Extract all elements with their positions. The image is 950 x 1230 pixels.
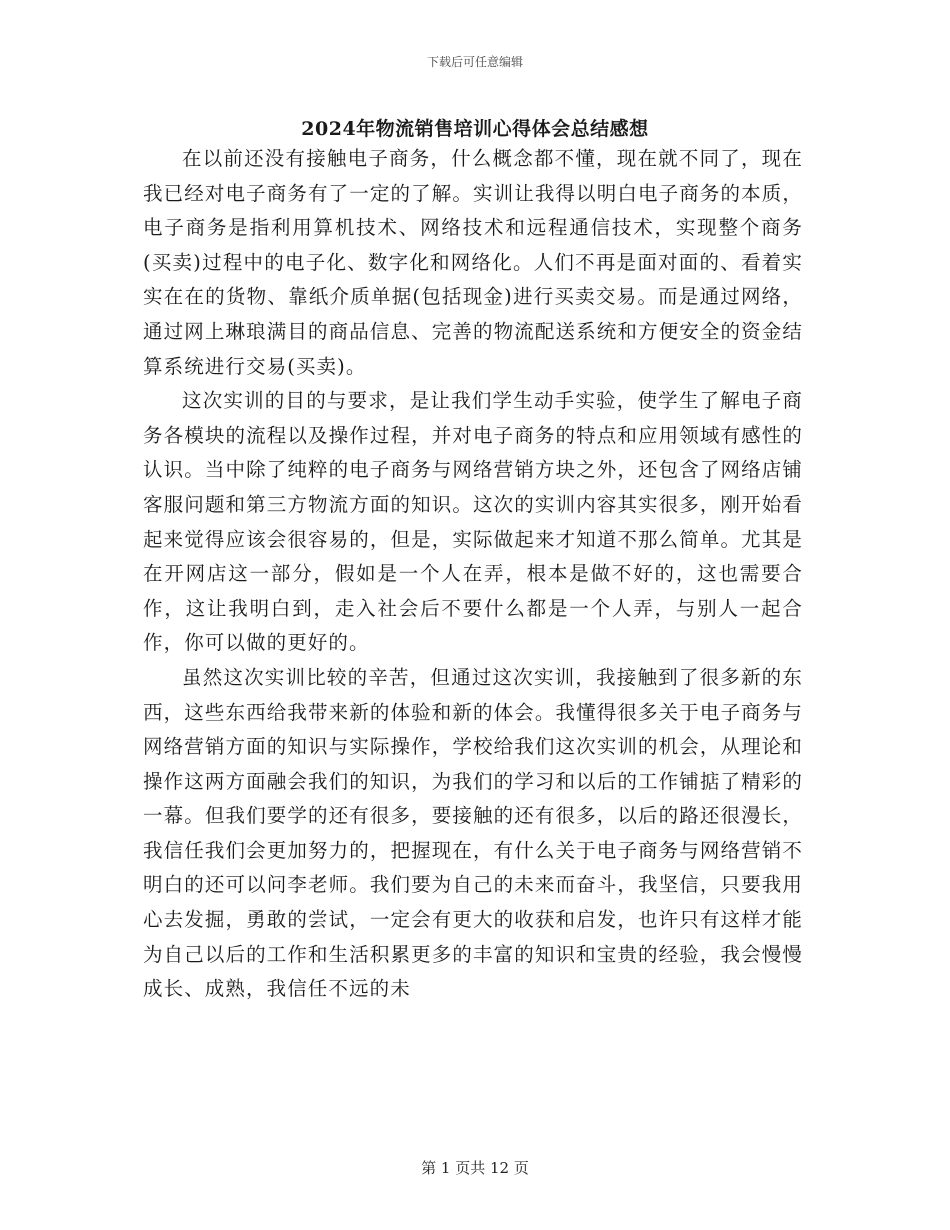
paragraph-1: 在以前还没有接触电子商务，什么概念都不懂，现在就不同了，现在我已经对电子商务有了一定的了解。实训让我得以明白电子商务的本质，电子商务是指利用算机技术、网络技术和远程通信技术，实现整个商务(买卖)过程中的电子化、数字化和网络化。人们不再是面对面的、看着实实在在的货物、靠纸介质单据(包括现金)进行买卖交易。而是通过网络，通过网上琳琅满目的商品信息、完善的物流配送系统和方便安全的资金结算系统进行交易(买卖)。 [143, 147, 803, 378]
paragraph-3: 虽然这次实训比较的辛苦，但通过这次实训，我接触到了很多新的东西，这些东西给我带来新的体验和新的体会。我懂得很多关于电子商务与网络营销方面的知识与实际操作，学校给我们这次实训的机会，从理论和操作这两方面融会我们的知识，为我们的学习和以后的工作铺掂了精彩的一幕。但我们要学的还有很多，要接触的还有很多，以后的路还很漫长，我信任我们会更加努力的，把握现在，有什么关于电子商务与网络营销不明白的还可以问李老师。我们要为自己的未来而奋斗，我坚信，只要我用心去发掘，勇敢的尝试，一定会有更大的收获和启发，也许只有这样才能为自己以后的工作和生活积累更多的丰富的知识和宝贵的经验，我会慢慢成长、成熟，我信任不远的未 [143, 665, 803, 1001]
page-number: 第 1 页共 12 页 [421, 1159, 529, 1177]
document-title: 2024年物流销售培训心得体会总结感想 [301, 118, 649, 140]
document-body [143, 142, 803, 1007]
paragraph-2: 这次实训的目的与要求，是让我们学生动手实验，使学生了解电子商务各模块的流程以及操作过程，并对电子商务的特点和应用领域有感性的认识。当中除了纯粹的电子商务与网络营销方块之外，还包含了网络店铺客服问题和第三方物流方面的知识。这次的实训内容其实很多，刚开始看起来觉得应该会很容易的，但是，实际做起来才知道不那么简单。尤其是在开网店这一部分，假如是一个人在弄，根本是做不好的，这也需要合作，这让我明白到，走入社会后不要什么都是一个人弄，与别人一起合作，你可以做的更好的。 [143, 389, 803, 655]
header-note: 下载后可任意编辑 [426, 55, 523, 69]
